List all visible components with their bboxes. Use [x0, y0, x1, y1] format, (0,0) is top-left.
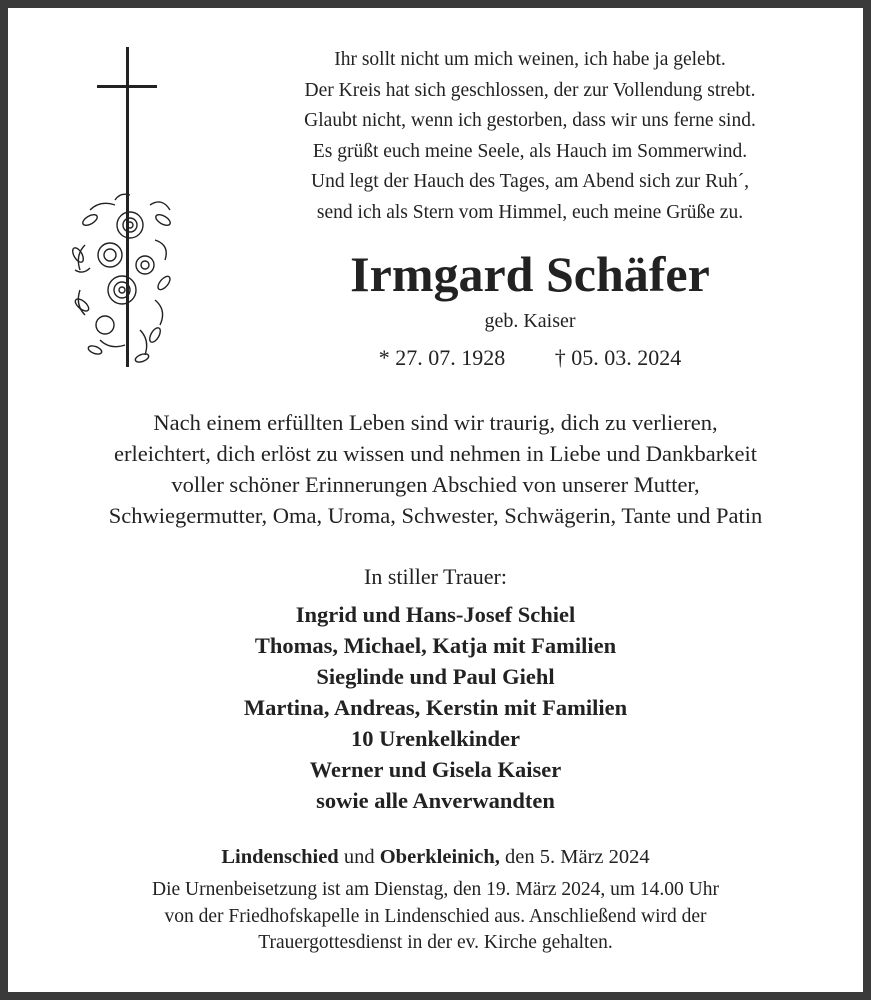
- info-line: von der Friedhofskapelle in Lindenschied aus. Anschließend wird der: [164, 905, 707, 927]
- notice-date: den 5. März 2024: [499, 846, 650, 868]
- place-connector: und: [338, 846, 380, 868]
- poem-line: Glaubt nicht, wenn ich gestorben, dass wir uns ferne sind.: [304, 110, 756, 131]
- mourner: Ingrid und Hans-Josef Schiel: [295, 602, 576, 627]
- funeral-info: [20, 877, 851, 957]
- farewell-message: [20, 407, 851, 531]
- message-line: erleichtert, dich erlöst zu wissen und nehmen in Liebe und Dankbarkeit: [114, 441, 757, 466]
- place-2: Oberkleinich,: [379, 846, 500, 868]
- cross-with-flowers-icon: [60, 40, 180, 380]
- mourner: Sieglinde und Paul Giehl: [316, 664, 555, 689]
- mourning-label: In stiller Trauer:: [364, 564, 507, 589]
- info-line: Die Urnenbeisetzung ist am Dienstag, den 19. März 2024, um 14.00 Uhr: [151, 879, 719, 900]
- mourner: Thomas, Michael, Katja mit Familien: [254, 633, 617, 658]
- mourners-list: [20, 599, 851, 816]
- flower-bouquet: [71, 194, 173, 364]
- message-line: voller schöner Erinnerungen Abschied von unserer Mutter,: [171, 472, 700, 497]
- message-line: Nach einem erfüllten Leben sind wir traurig, dich zu verlieren,: [153, 410, 718, 435]
- poem-line: Und legt der Hauch des Tages, am Abend sich zur Ruh´,: [311, 171, 749, 192]
- mourner: 10 Urenkelkinder: [351, 726, 520, 751]
- life-dates: [250, 343, 810, 373]
- place-1: Lindenschied: [221, 846, 339, 868]
- mourner: Martina, Andreas, Kerstin mit Familien: [243, 695, 628, 720]
- deceased-name: Irmgard Schäfer: [350, 246, 710, 302]
- cross-vertical-beam: [126, 47, 129, 367]
- cross-horizontal-beam: [97, 85, 157, 88]
- poem-line: Der Kreis hat sich geschlossen, der zur Vollendung strebt.: [304, 79, 756, 101]
- mourner: sowie alle Anverwandten: [316, 788, 555, 813]
- poem-line: send ich als Stern vom Himmel, euch meine Grüße zu.: [316, 201, 744, 223]
- message-line: Schwiegermutter, Oma, Uroma, Schwester, Schwägerin, Tante und Patin: [108, 503, 763, 528]
- mourner: Werner und Gisela Kaiser: [309, 757, 562, 782]
- place-and-date: [20, 843, 851, 871]
- death-date: † 05. 03. 2024: [554, 345, 682, 370]
- birth-date: * 27. 07. 1928: [378, 345, 506, 370]
- poem-line: Es grüßt euch meine Seele, als Hauch im Sommerwind.: [312, 140, 748, 162]
- poem: [250, 45, 810, 228]
- poem-line: Ihr sollt nicht um mich weinen, ich habe ja gelebt.: [334, 49, 726, 70]
- info-line: Trauergottesdienst in der ev. Kirche gehalten.: [258, 932, 613, 953]
- birth-name: geb. Kaiser: [484, 310, 576, 332]
